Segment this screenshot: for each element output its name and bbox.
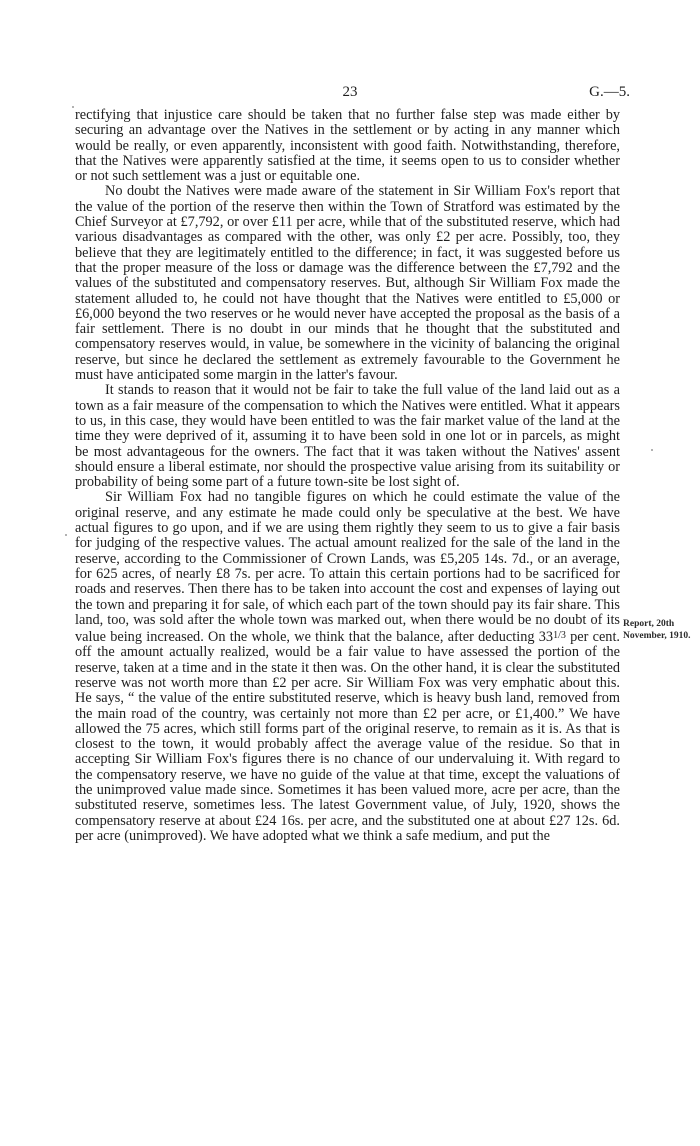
marginal-note: Report, 20th November, 1910.: [623, 619, 691, 641]
page-number: 23: [342, 84, 358, 100]
body-text: [75, 108, 620, 844]
scan-speck: [72, 106, 74, 108]
paragraph-2: No doubt the Natives were made aware of the statement in Sir William Fox's report that the value of the portion of the reserve then within the Town of Stratford was estimated by the Chief Surveyor at £7,792, or over £11 per acre, while that of the substituted reserve, which had various disadvantages as compared with the other, was only £2 per acre. Possibly, too, they believe that they are legitimately entitled to the difference; in fact, it was suggested before us that the proper measure of the loss or damage was the difference between the £7,792 and the values of the substituted and compensatory reserves. But, although Sir William Fox made the statement alluded to, he could not have thought that the Natives were entitled to £5,000 or £6,000 beyond the two reserves or he would never have accepted the proposal as the basis of a fair settlement. There is no doubt in our minds that he thought that the substituted and compensatory reserves would, in value, be somewhere in the vicinity of balancing the original reserve, but since he declared the settlement as extremely favourable to the Government he must have anticipated some margin in the latter's favour.: [75, 183, 620, 384]
scan-speck: [651, 449, 653, 451]
paragraph-4: [75, 490, 620, 844]
paragraph-4-part-1: Sir William Fox had no tangible figures on which he could estimate the value of the original reserve, and any estimate he made could only be speculative at the best. We have actual figures to go upon, and if we are using them rightly they seem to us to give a fair basis for judging of the respective values. The actual amount realized for the sale of the land in the reserve, according to the Commissioner of Crown Lands, was £5,205 14s. 7d., or an average, for 625 acres, of nearly £8 7s. per acre. To attain this certain portions had to be sacrificed for roads and reserves. Then there has to be taken into account the cost and expenses of laying out the town and preparing it for sale, of which each part of the town should pay its fair share. This land, too, was sold after the whole town was marked out, when there would be no doubt of its value being increased. On the whole, we think that the balance, after deducting 33: [75, 489, 620, 646]
paragraph-3: It stands to reason that it would not be fair to take the full value of the land laid out as a town as a fair measure of the compensation to which the Natives were entitled. What it appears to us, in this case, they would have been entitled to was the fair market value of the land at the time they were deprived of it, assuming it to have been sold in one lot or in parcels, as might be most advantageous for the owners. The fact that it was taken without the Natives' assent should ensure a liberal estimate, nor should the prospective value arising from its suitability or probability of being some part of a future town-site be lost sight of.: [75, 382, 620, 491]
one-third-fraction: 1/3: [553, 630, 566, 642]
paragraph-4-part-2: per cent. off the amount actually realized, would be a fair value to have assessed the portion of the reserve, taken at a time and in the state it then was. On the other hand, it is clear the substituted reserve was not worth more than £2 per acre. Sir William Fox was very emphatic about this. He says, “ the value of the entire substituted reserve, which is heavy bush land, removed from the main road of the country, was certainly not more than £2 per acre, or £1,400.” We have allowed the 75 acres, which still forms part of the original reserve, to remain as it is. As that is closest to the town, it would probably affect the average value of the residue. So that in accepting Sir William Fox's figures there is no chance of our undervaluing it. With regard to the compensatory reserve, we have no guide of the value at that time, except the valuations of the unimproved value made since. Sometimes it has been valued more, acre per acre, than the substituted reserve, sometimes less. The latest Government value, of July, 1920, shows the compensatory reserve at about £24 16s. per acre, and the substituted one at about £27 12s. 6d. per acre (unimproved). We have adopted what we think a safe medium, and put the: [75, 629, 621, 844]
document-reference: G.—5.: [589, 84, 630, 100]
scan-speck: [65, 534, 67, 536]
paragraph-1: rectifying that injustice care should be taken that no further false step was made either by securing an advantage over the Natives in the settlement or by acting in any manner which would be really, or even apparently, inconsistent with good faith. Notwithstanding, therefore, that the Natives were apparently satisfied at the time, it seems open to us to consider whether or not such settlement was a just or equitable one.: [75, 107, 620, 185]
